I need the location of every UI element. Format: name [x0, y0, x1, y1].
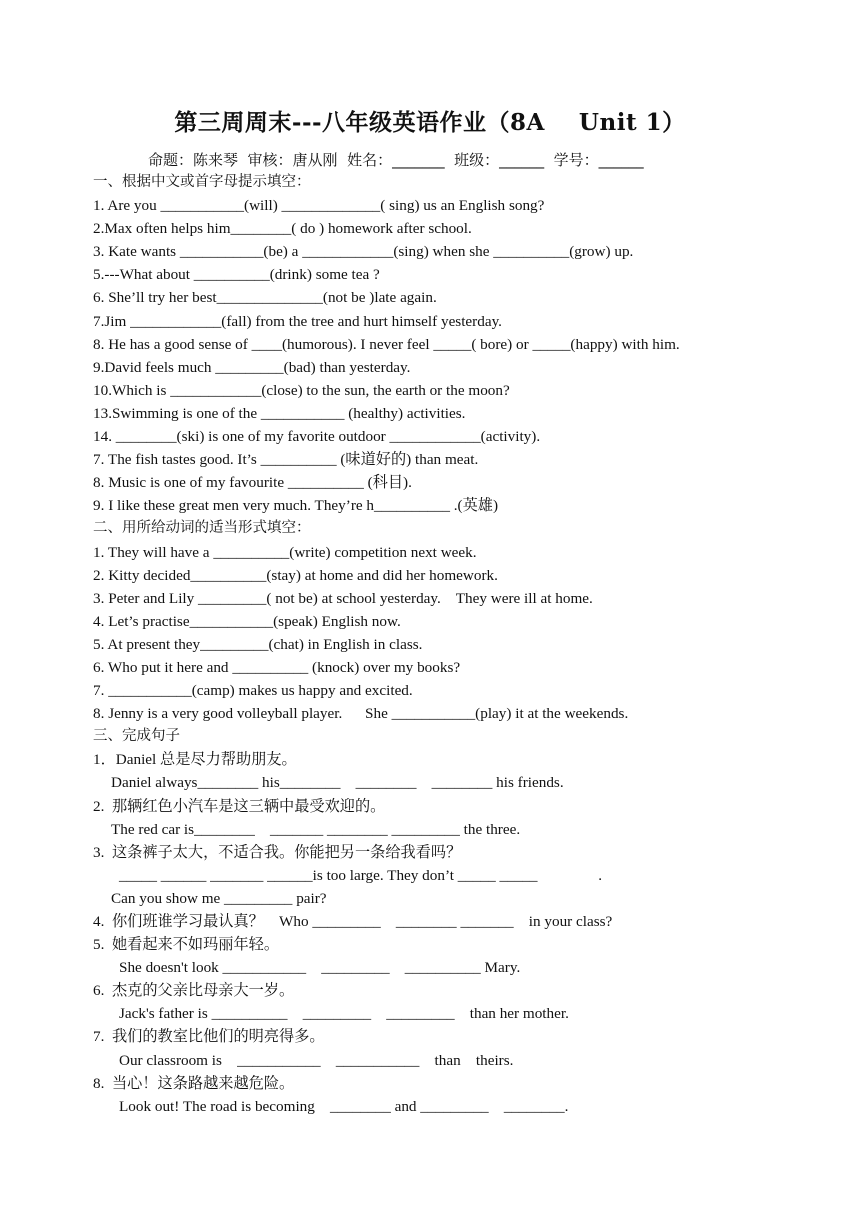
- exercise-line: 7. 我们的教室比他们的明亮得多。: [93, 1028, 325, 1046]
- exercise-line: 8. Music is one of my favourite __________ (科目).: [93, 474, 412, 492]
- exercise-line: 4. Let’s practise___________(speak) English now.: [93, 612, 401, 630]
- exercise-line: 6. Who put it here and __________ (knock) over my books?: [93, 658, 461, 676]
- exercise-line: 7.Jim ____________(fall) from the tree and hurt himself yesterday.: [93, 312, 502, 330]
- exercise-line: 5.---What about __________(drink) some tea ?: [93, 266, 380, 284]
- exercise-line: 8. He has a good sense of ____(humorous). I never feel _____( bore) or _____(happy) with him.: [93, 335, 680, 353]
- exercise-line: 8. Jenny is a very good volleyball player. She ___________(play) it at the weekends.: [93, 705, 629, 723]
- exercise-line: 2.Max often helps him________( do ) homework after school.: [93, 220, 472, 238]
- exercise-line: 3. 这条裤子太大，不适合我。你能把另一条给我看吗？: [93, 843, 462, 861]
- exercise-line: 5. At present they_________(chat) in English in class.: [93, 635, 423, 653]
- exercise-line: 2. 那辆红色小汽车是这三辆中最受欢迎的。: [93, 797, 386, 815]
- exercise-line: Can you show me _________ pair?: [111, 889, 327, 907]
- exercise-line: 5. 她看起来不如玛丽年轻。: [93, 936, 280, 954]
- exercise-line: Daniel always________ his________ ________ ________ his friends.: [111, 774, 564, 792]
- section-heading: 一、根据中文或首字母提示填空：: [93, 174, 311, 190]
- exercise-line: 7. ___________(camp) makes us happy and excited.: [93, 682, 413, 700]
- exercise-line: Our classroom is ___________ ___________ than theirs.: [119, 1051, 514, 1069]
- exercise-line: 2. Kitty decided__________(stay) at home and did her homework.: [93, 566, 498, 584]
- exercise-line: 9. I like these great men very much. They’re h__________ .(英雄): [93, 497, 499, 515]
- exercise-line: 8. 当心！这条路越来越危险。: [93, 1074, 295, 1092]
- exercise-line: The red car is________ _______ ________ _________ the three.: [111, 820, 521, 838]
- exercise-line: 6. She’ll try her best______________(not be )late again.: [93, 289, 437, 307]
- worksheet-meta-line: 命题：陈来琴 审核：唐从刚 姓名：_______ 班级：______ 学号：______: [148, 151, 644, 169]
- exercise-line: Look out! The road is becoming ________ and _________ ________.: [119, 1097, 569, 1115]
- exercise-line: 3. Peter and Lily _________( not be) at school yesterday. They were ill at home.: [93, 589, 593, 607]
- exercise-line: 13.Swimming is one of the ___________ (healthy) activities.: [93, 404, 466, 422]
- exercise-lines: [0, 171, 860, 1118]
- section-heading: 二、用所给动词的适当形式填空：: [93, 520, 311, 537]
- exercise-line: 1．Daniel 总是尽力帮助朋友。: [93, 751, 297, 769]
- exercise-line: Jack's father is __________ _________ _________ than her mother.: [119, 1005, 569, 1023]
- exercise-line: 6. 杰克的父亲比母亲大一岁。: [93, 982, 295, 1000]
- exercise-line: 9.David feels much _________(bad) than yesterday.: [93, 358, 411, 376]
- section-heading: 三、完成句子: [93, 728, 180, 745]
- exercise-line: _____ ______ _______ ______is too large. They don’t _____ _____ .: [119, 866, 603, 884]
- exercise-line: 4. 你们班谁学习最认真？ Who _________ ________ _______ in your class?: [93, 913, 613, 930]
- exercise-line: 1. Are you ___________(will) _____________( sing) us an English song?: [93, 197, 545, 215]
- exercise-line: 10.Which is ____________(close) to the sun, the earth or the moon?: [93, 381, 510, 399]
- exercise-line: 3. Kate wants ___________(be) a ____________(sing) when she __________(grow) up.: [93, 243, 634, 261]
- exercise-line: 14. ________(ski) is one of my favorite outdoor ____________(activity).: [93, 428, 541, 446]
- exercise-line: She doesn't look ___________ _________ __________ Mary.: [119, 959, 521, 977]
- worksheet-title: 第三周周末---八年级英语作业（8A Unit 1）: [174, 109, 686, 136]
- exercise-line: 1. They will have a __________(write) competition next week.: [93, 543, 477, 561]
- exercise-line: 7. The fish tastes good. It’s __________ (味道好的) than meat.: [93, 451, 479, 469]
